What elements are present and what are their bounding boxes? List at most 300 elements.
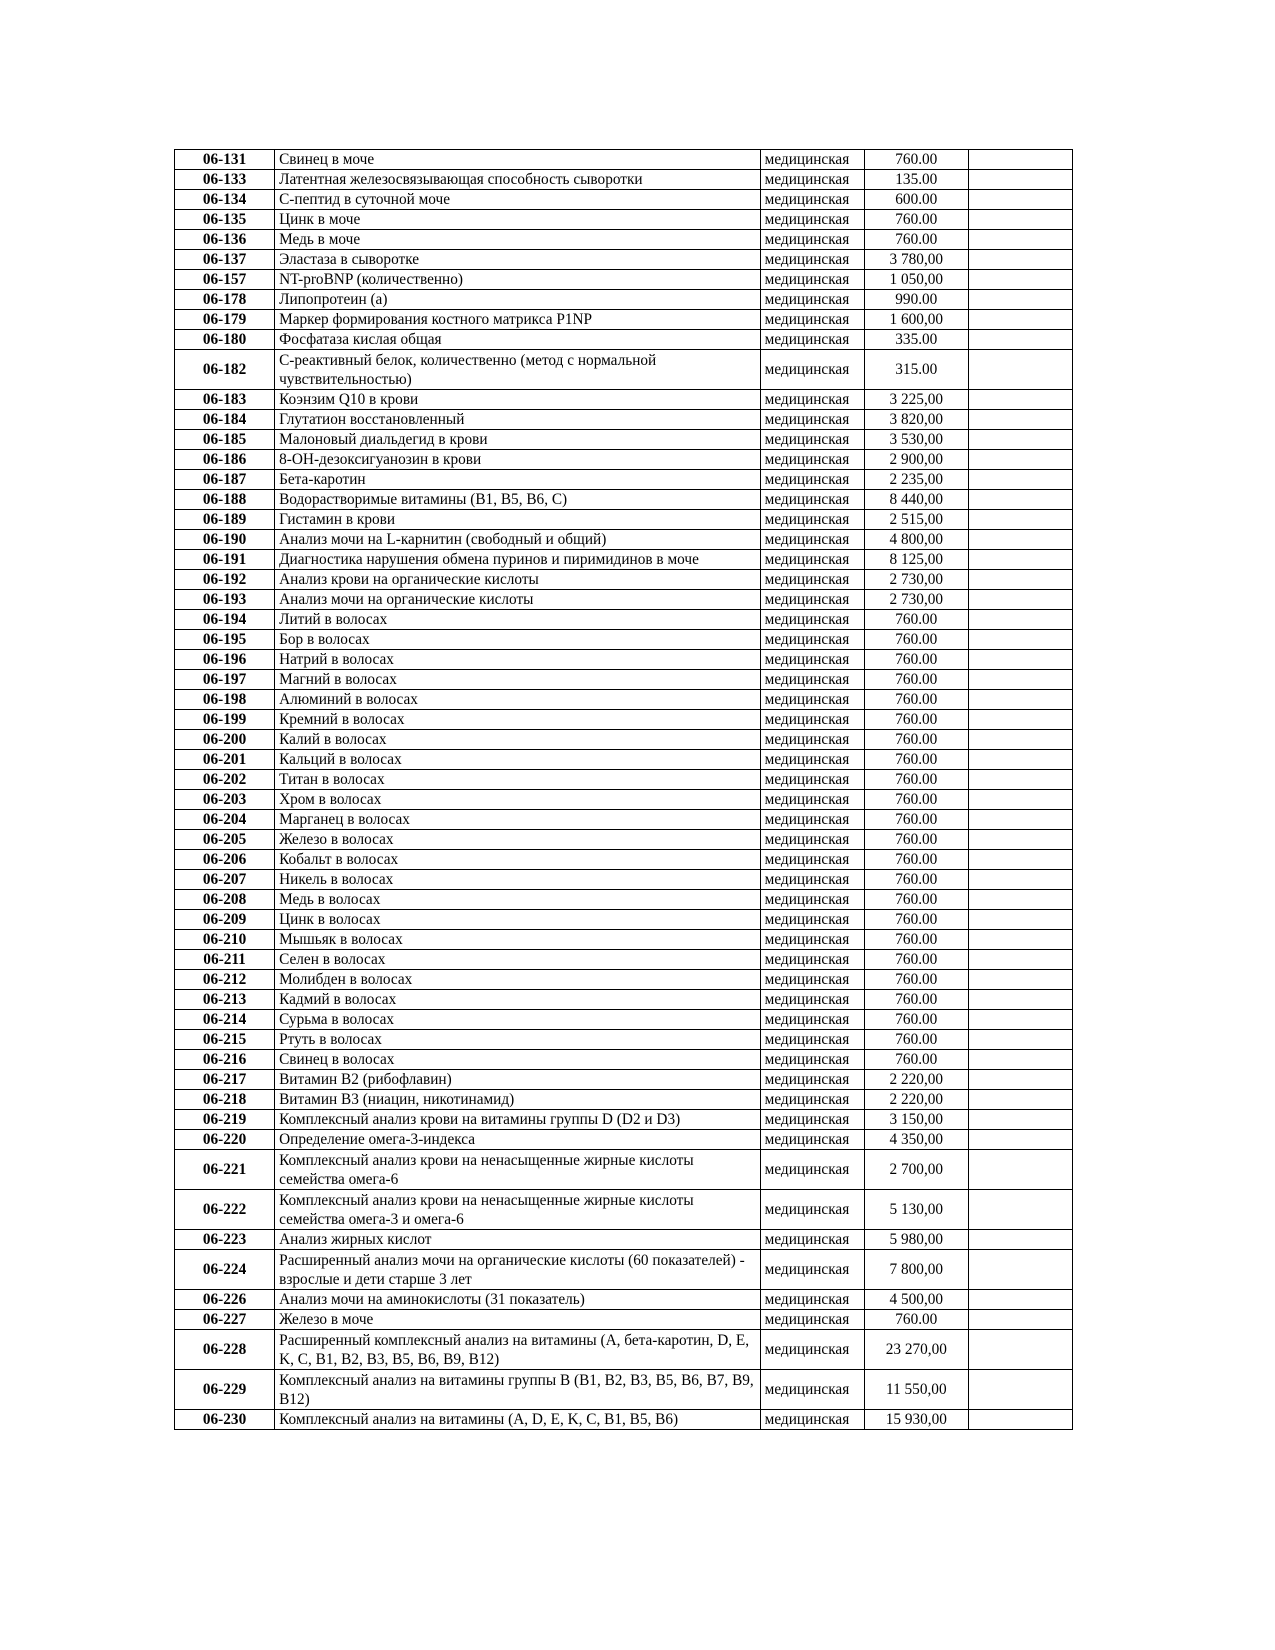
row-code: 06-209 (175, 910, 275, 930)
row-category: медицинская (760, 770, 864, 790)
row-code: 06-204 (175, 810, 275, 830)
row-service-name: Никель в волосах (275, 870, 761, 890)
row-category: медицинская (760, 930, 864, 950)
row-code: 06-192 (175, 570, 275, 590)
table-row (175, 810, 1073, 830)
row-code: 06-179 (175, 310, 275, 330)
row-code: 06-212 (175, 970, 275, 990)
row-code: 06-217 (175, 1070, 275, 1090)
table-row (175, 650, 1073, 670)
row-category: медицинская (760, 910, 864, 930)
row-price: 760.00 (864, 230, 968, 250)
row-code: 06-201 (175, 750, 275, 770)
row-service-name: Свинец в моче (275, 150, 761, 170)
table-row (175, 1090, 1073, 1110)
row-service-name: Анализ мочи на аминокислоты (31 показатель) (275, 1290, 761, 1310)
row-category: медицинская (760, 310, 864, 330)
row-empty-cell (968, 1010, 1072, 1030)
row-empty-cell (968, 1070, 1072, 1090)
row-empty-cell (968, 1110, 1072, 1130)
row-code: 06-224 (175, 1250, 275, 1290)
row-code: 06-228 (175, 1330, 275, 1370)
row-price: 760.00 (864, 810, 968, 830)
table-row (175, 210, 1073, 230)
row-service-name: Расширенный анализ мочи на органические кислоты (60 показателей) - взрослые и дети старше 3 лет (275, 1250, 761, 1290)
row-service-name: Фосфатаза кислая общая (275, 330, 761, 350)
row-code: 06-191 (175, 550, 275, 570)
row-price: 8 125,00 (864, 550, 968, 570)
row-code: 06-202 (175, 770, 275, 790)
row-category: медицинская (760, 530, 864, 550)
table-row (175, 170, 1073, 190)
row-empty-cell (968, 770, 1072, 790)
row-code: 06-188 (175, 490, 275, 510)
row-price: 760.00 (864, 650, 968, 670)
price-table (174, 149, 1073, 1430)
row-category: медицинская (760, 610, 864, 630)
row-service-name: Коэнзим Q10 в крови (275, 390, 761, 410)
row-code: 06-210 (175, 930, 275, 950)
row-code: 06-197 (175, 670, 275, 690)
row-category: медицинская (760, 390, 864, 410)
table-row (175, 1230, 1073, 1250)
row-code: 06-131 (175, 150, 275, 170)
row-category: медицинская (760, 190, 864, 210)
row-service-name: Витамин В2 (рибофлавин) (275, 1070, 761, 1090)
row-price: 760.00 (864, 970, 968, 990)
row-empty-cell (968, 510, 1072, 530)
row-category: медицинская (760, 1250, 864, 1290)
row-empty-cell (968, 490, 1072, 510)
table-row (175, 1290, 1073, 1310)
row-price: 760.00 (864, 870, 968, 890)
row-category: медицинская (760, 1310, 864, 1330)
row-price: 760.00 (864, 1050, 968, 1070)
row-price: 760.00 (864, 950, 968, 970)
row-service-name: Комплексный анализ на витамины (A, D, E, K, C, B1, B5, B6) (275, 1410, 761, 1430)
row-price: 335.00 (864, 330, 968, 350)
table-row (175, 1010, 1073, 1030)
row-category: медицинская (760, 150, 864, 170)
row-code: 06-229 (175, 1370, 275, 1410)
row-price: 760.00 (864, 830, 968, 850)
row-category: медицинская (760, 270, 864, 290)
table-row (175, 690, 1073, 710)
table-row (175, 610, 1073, 630)
row-empty-cell (968, 570, 1072, 590)
row-price: 4 350,00 (864, 1130, 968, 1150)
table-row (175, 1190, 1073, 1230)
row-price: 760.00 (864, 910, 968, 930)
row-empty-cell (968, 790, 1072, 810)
row-empty-cell (968, 930, 1072, 950)
row-code: 06-207 (175, 870, 275, 890)
row-price: 600.00 (864, 190, 968, 210)
row-empty-cell (968, 830, 1072, 850)
row-price: 760.00 (864, 690, 968, 710)
row-price: 760.00 (864, 150, 968, 170)
row-price: 760.00 (864, 750, 968, 770)
row-service-name: Литий в волосах (275, 610, 761, 630)
row-price: 2 220,00 (864, 1090, 968, 1110)
row-service-name: Селен в волосах (275, 950, 761, 970)
row-service-name: Малоновый диальдегид в крови (275, 430, 761, 450)
row-service-name: Натрий в волосах (275, 650, 761, 670)
row-code: 06-223 (175, 1230, 275, 1250)
table-row (175, 350, 1073, 390)
row-service-name: Комплексный анализ крови на витамины группы D (D2 и D3) (275, 1110, 761, 1130)
row-price: 3 150,00 (864, 1110, 968, 1130)
row-price: 23 270,00 (864, 1330, 968, 1370)
row-price: 760.00 (864, 670, 968, 690)
row-price: 3 225,00 (864, 390, 968, 410)
row-category: медицинская (760, 810, 864, 830)
row-price: 2 235,00 (864, 470, 968, 490)
table-row (175, 590, 1073, 610)
row-service-name: Цинк в моче (275, 210, 761, 230)
row-category: медицинская (760, 1050, 864, 1070)
table-row (175, 150, 1073, 170)
row-price: 5 130,00 (864, 1190, 968, 1230)
table-row (175, 1070, 1073, 1090)
row-service-name: Кадмий в волосах (275, 990, 761, 1010)
row-category: медицинская (760, 1330, 864, 1370)
row-code: 06-157 (175, 270, 275, 290)
row-code: 06-218 (175, 1090, 275, 1110)
row-code: 06-213 (175, 990, 275, 1010)
row-code: 06-196 (175, 650, 275, 670)
row-empty-cell (968, 1130, 1072, 1150)
row-service-name: Кальций в волосах (275, 750, 761, 770)
table-row (175, 470, 1073, 490)
row-price: 760.00 (864, 1010, 968, 1030)
row-category: медицинская (760, 1030, 864, 1050)
row-empty-cell (968, 650, 1072, 670)
row-category: медицинская (760, 890, 864, 910)
row-price: 760.00 (864, 770, 968, 790)
row-service-name: Диагностика нарушения обмена пуринов и пиримидинов в моче (275, 550, 761, 570)
row-category: медицинская (760, 1150, 864, 1190)
row-category: медицинская (760, 430, 864, 450)
row-price: 1 050,00 (864, 270, 968, 290)
table-row (175, 510, 1073, 530)
row-service-name: Водорастворимые витамины (В1, В5, В6, С) (275, 490, 761, 510)
row-code: 06-208 (175, 890, 275, 910)
table-row (175, 1410, 1073, 1430)
row-empty-cell (968, 350, 1072, 390)
row-price: 760.00 (864, 930, 968, 950)
table-row (175, 1150, 1073, 1190)
row-service-name: Железо в моче (275, 1310, 761, 1330)
table-row (175, 550, 1073, 570)
row-price: 2 515,00 (864, 510, 968, 530)
row-service-name: Определение омега-3-индекса (275, 1130, 761, 1150)
row-code: 06-178 (175, 290, 275, 310)
row-price: 15 930,00 (864, 1410, 968, 1430)
row-empty-cell (968, 210, 1072, 230)
row-category: медицинская (760, 570, 864, 590)
row-price: 2 700,00 (864, 1150, 968, 1190)
row-code: 06-133 (175, 170, 275, 190)
row-price: 11 550,00 (864, 1370, 968, 1410)
row-category: медицинская (760, 1130, 864, 1150)
row-price: 315.00 (864, 350, 968, 390)
row-price: 760.00 (864, 890, 968, 910)
row-service-name: Сурьма в волосах (275, 1010, 761, 1030)
row-service-name: Алюминий в волосах (275, 690, 761, 710)
table-row (175, 830, 1073, 850)
row-code: 06-203 (175, 790, 275, 810)
row-category: медицинская (760, 1370, 864, 1410)
table-row (175, 710, 1073, 730)
row-service-name: Цинк в волосах (275, 910, 761, 930)
row-price: 2 900,00 (864, 450, 968, 470)
row-category: медицинская (760, 1110, 864, 1130)
row-empty-cell (968, 470, 1072, 490)
row-empty-cell (968, 730, 1072, 750)
row-empty-cell (968, 1310, 1072, 1330)
row-service-name: Анализ крови на органические кислоты (275, 570, 761, 590)
price-table-body (175, 150, 1073, 1430)
row-empty-cell (968, 150, 1072, 170)
row-empty-cell (968, 170, 1072, 190)
row-empty-cell (968, 1250, 1072, 1290)
row-service-name: Маркер формирования костного матрикса P1NP (275, 310, 761, 330)
row-price: 4 500,00 (864, 1290, 968, 1310)
row-empty-cell (968, 850, 1072, 870)
row-service-name: Марганец в волосах (275, 810, 761, 830)
row-empty-cell (968, 270, 1072, 290)
table-row (175, 290, 1073, 310)
row-empty-cell (968, 1330, 1072, 1370)
row-category: медицинская (760, 590, 864, 610)
row-code: 06-136 (175, 230, 275, 250)
row-service-name: Медь в моче (275, 230, 761, 250)
row-code: 06-180 (175, 330, 275, 350)
table-row (175, 430, 1073, 450)
row-empty-cell (968, 890, 1072, 910)
row-code: 06-220 (175, 1130, 275, 1150)
row-category: медицинская (760, 1410, 864, 1430)
table-row (175, 970, 1073, 990)
row-price: 2 220,00 (864, 1070, 968, 1090)
row-empty-cell (968, 910, 1072, 930)
row-service-name: Медь в волосах (275, 890, 761, 910)
row-price: 8 440,00 (864, 490, 968, 510)
row-empty-cell (968, 1030, 1072, 1050)
row-service-name: Комплексный анализ на витамины группы В (В1, В2, В3, В5, В6, В7, В9, В12) (275, 1370, 761, 1410)
row-empty-cell (968, 1370, 1072, 1410)
row-category: медицинская (760, 170, 864, 190)
row-code: 06-185 (175, 430, 275, 450)
row-service-name: Латентная железосвязывающая способность сыворотки (275, 170, 761, 190)
row-service-name: Калий в волосах (275, 730, 761, 750)
row-price: 760.00 (864, 1310, 968, 1330)
row-empty-cell (968, 530, 1072, 550)
table-row (175, 730, 1073, 750)
row-category: медицинская (760, 230, 864, 250)
table-row (175, 1130, 1073, 1150)
row-empty-cell (968, 1190, 1072, 1230)
row-code: 06-183 (175, 390, 275, 410)
row-service-name: Витамин В3 (ниацин, никотинамид) (275, 1090, 761, 1110)
table-row (175, 1310, 1073, 1330)
row-category: медицинская (760, 690, 864, 710)
row-empty-cell (968, 310, 1072, 330)
table-row (175, 990, 1073, 1010)
row-code: 06-211 (175, 950, 275, 970)
row-code: 06-215 (175, 1030, 275, 1050)
row-code: 06-135 (175, 210, 275, 230)
row-empty-cell (968, 1090, 1072, 1110)
row-empty-cell (968, 810, 1072, 830)
table-row (175, 270, 1073, 290)
row-code: 06-190 (175, 530, 275, 550)
row-code: 06-199 (175, 710, 275, 730)
table-row (175, 230, 1073, 250)
row-price: 760.00 (864, 850, 968, 870)
table-row (175, 930, 1073, 950)
row-service-name: Ртуть в волосах (275, 1030, 761, 1050)
row-category: медицинская (760, 210, 864, 230)
row-empty-cell (968, 550, 1072, 570)
row-empty-cell (968, 690, 1072, 710)
row-category: медицинская (760, 450, 864, 470)
table-row (175, 390, 1073, 410)
row-price: 2 730,00 (864, 570, 968, 590)
table-row (175, 410, 1073, 430)
row-code: 06-195 (175, 630, 275, 650)
row-code: 06-205 (175, 830, 275, 850)
row-empty-cell (968, 870, 1072, 890)
row-price: 760.00 (864, 790, 968, 810)
row-category: медицинская (760, 470, 864, 490)
row-code: 06-194 (175, 610, 275, 630)
row-code: 06-227 (175, 1310, 275, 1330)
row-service-name: Бета-каротин (275, 470, 761, 490)
row-category: медицинская (760, 790, 864, 810)
row-price: 760.00 (864, 710, 968, 730)
row-price: 990.00 (864, 290, 968, 310)
row-category: медицинская (760, 670, 864, 690)
table-row (175, 1370, 1073, 1410)
row-code: 06-214 (175, 1010, 275, 1030)
row-service-name: Анализ жирных кислот (275, 1230, 761, 1250)
row-code: 06-193 (175, 590, 275, 610)
row-category: медицинская (760, 730, 864, 750)
row-empty-cell (968, 390, 1072, 410)
row-service-name: Анализ мочи на L-карнитин (свободный и общий) (275, 530, 761, 550)
row-category: медицинская (760, 550, 864, 570)
row-service-name: Гистамин в крови (275, 510, 761, 530)
row-category: медицинская (760, 710, 864, 730)
table-row (175, 850, 1073, 870)
row-code: 06-226 (175, 1290, 275, 1310)
row-service-name: NT-proBNP (количественно) (275, 270, 761, 290)
row-empty-cell (968, 710, 1072, 730)
row-empty-cell (968, 1230, 1072, 1250)
row-price: 3 780,00 (864, 250, 968, 270)
row-code: 06-186 (175, 450, 275, 470)
row-price: 760.00 (864, 630, 968, 650)
table-row (175, 330, 1073, 350)
row-category: медицинская (760, 1290, 864, 1310)
row-price: 5 980,00 (864, 1230, 968, 1250)
row-category: медицинская (760, 630, 864, 650)
row-category: медицинская (760, 1090, 864, 1110)
row-service-name: Расширенный комплексный анализ на витамины (A, бета-каротин, D, E, K, C, B1, B2, B3, B5, B6, B9, B12) (275, 1330, 761, 1370)
row-service-name: Бор в волосах (275, 630, 761, 650)
table-row (175, 1330, 1073, 1370)
row-service-name: Эластаза в сыворотке (275, 250, 761, 270)
row-service-name: Глутатион восстановленный (275, 410, 761, 430)
row-service-name: Анализ мочи на органические кислоты (275, 590, 761, 610)
row-service-name: Хром в волосах (275, 790, 761, 810)
row-price: 4 800,00 (864, 530, 968, 550)
row-category: медицинская (760, 1230, 864, 1250)
table-row (175, 1030, 1073, 1050)
row-price: 760.00 (864, 610, 968, 630)
row-category: медицинская (760, 1010, 864, 1030)
row-code: 06-221 (175, 1150, 275, 1190)
row-service-name: Свинец в волосах (275, 1050, 761, 1070)
row-empty-cell (968, 230, 1072, 250)
table-row (175, 1110, 1073, 1130)
row-price: 760.00 (864, 730, 968, 750)
table-row (175, 630, 1073, 650)
row-service-name: Кобальт в волосах (275, 850, 761, 870)
table-row (175, 750, 1073, 770)
row-service-name: Титан в волосах (275, 770, 761, 790)
row-empty-cell (968, 990, 1072, 1010)
table-row (175, 950, 1073, 970)
row-category: медицинская (760, 990, 864, 1010)
row-code: 06-137 (175, 250, 275, 270)
row-code: 06-182 (175, 350, 275, 390)
table-row (175, 1050, 1073, 1070)
row-empty-cell (968, 430, 1072, 450)
row-price: 7 800,00 (864, 1250, 968, 1290)
row-empty-cell (968, 950, 1072, 970)
row-service-name: Кремний в волосах (275, 710, 761, 730)
row-empty-cell (968, 970, 1072, 990)
row-category: медицинская (760, 1070, 864, 1090)
table-row (175, 770, 1073, 790)
row-empty-cell (968, 330, 1072, 350)
table-row (175, 190, 1073, 210)
row-price: 1 600,00 (864, 310, 968, 330)
table-row (175, 790, 1073, 810)
row-code: 06-230 (175, 1410, 275, 1430)
table-row (175, 870, 1073, 890)
row-empty-cell (968, 1410, 1072, 1430)
row-service-name: Магний в волосах (275, 670, 761, 690)
row-service-name: Железо в волосах (275, 830, 761, 850)
row-empty-cell (968, 630, 1072, 650)
row-price: 135.00 (864, 170, 968, 190)
table-row (175, 490, 1073, 510)
table-row (175, 310, 1073, 330)
row-service-name: Молибден в волосах (275, 970, 761, 990)
row-empty-cell (968, 410, 1072, 430)
row-category: медицинская (760, 750, 864, 770)
row-price: 3 530,00 (864, 430, 968, 450)
row-service-name: 8-ОН-дезоксигуанозин в крови (275, 450, 761, 470)
row-service-name: С-реактивный белок, количественно (метод с нормальной чувствительностью) (275, 350, 761, 390)
table-row (175, 450, 1073, 470)
table-row (175, 530, 1073, 550)
row-code: 06-134 (175, 190, 275, 210)
